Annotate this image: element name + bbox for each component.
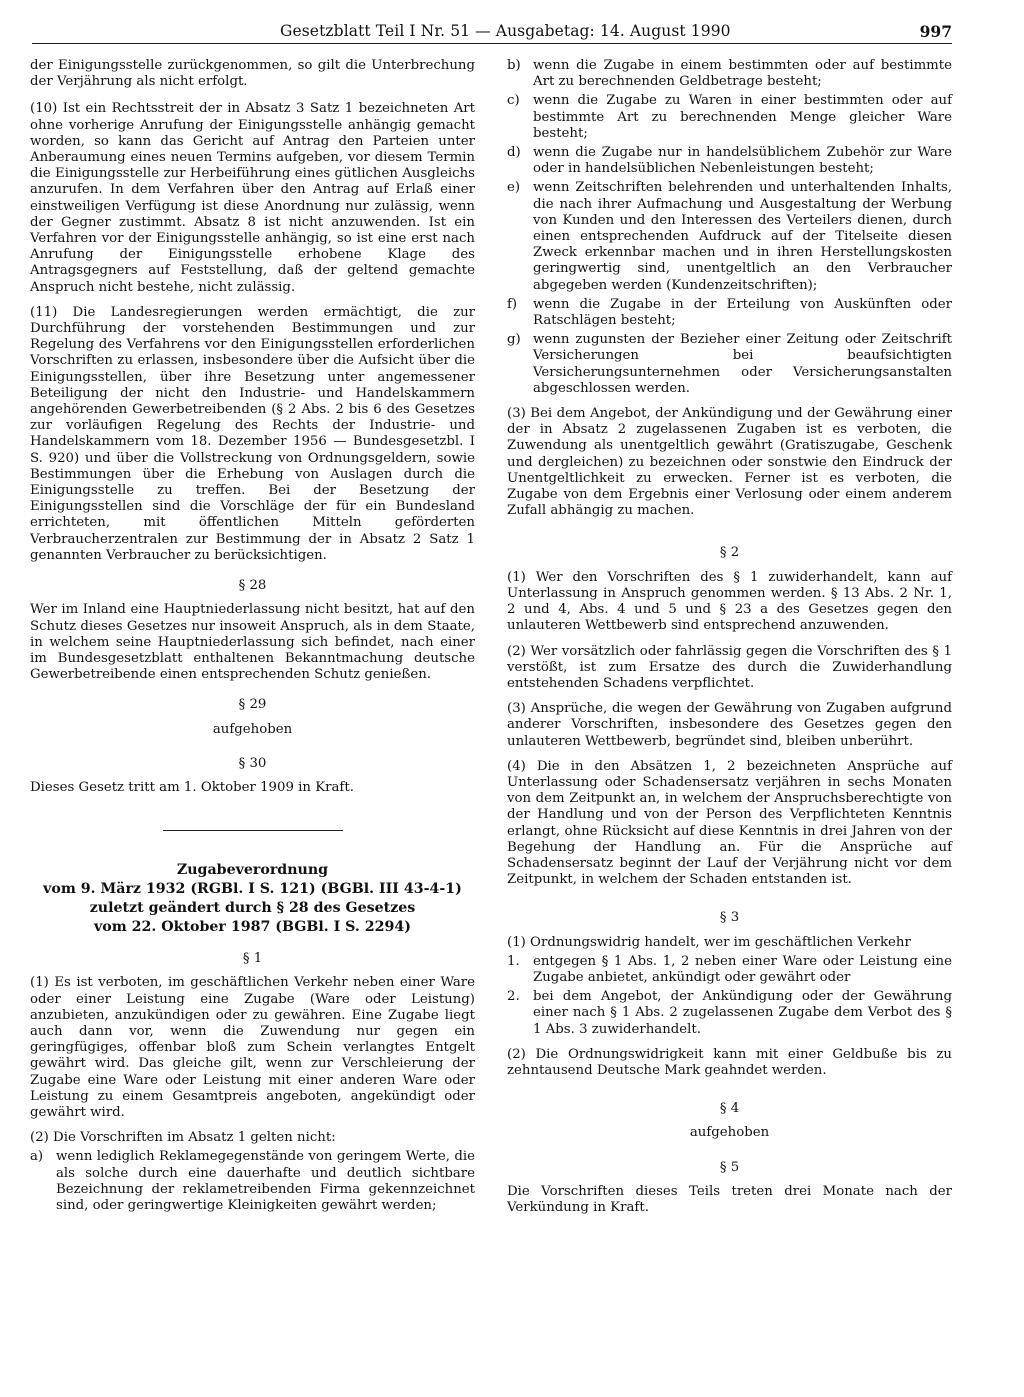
section-1-paragraph-3: (3) Bei dem Angebot, der Ankündigung und der Gewährung einer der in Absatz 2 zugelassenen Zugaben ist es verboten, die Zuwendung als unentgeltlich gewährt (Gratiszugabe, Geschenk und dergleichen) zu bezeichnen oder sonstwie den Eindruck der Unentgeltlichkeit zu erwecken. Ferner ist es verboten, die Zugabe von dem Ergebnis einer Verlosung oder einem anderem Zufall abhängig zu machen.	[507, 406, 952, 519]
list-item-f	[507, 297, 952, 329]
list-text: entgegen § 1 Abs. 1, 2 neben einer Ware oder Leistung eine Zugabe anbietet, ankündigt oder gewährt oder	[533, 953, 952, 985]
section-4-text: aufgehoben	[689, 1125, 770, 1141]
heading-line-4: vom 22. Oktober 1987 (BGBl. I S. 2294)	[93, 919, 411, 936]
section-5-text: Die Vorschriften dieses Teils treten drei Monate nach der Verkündung in Kraft.	[507, 1183, 952, 1215]
list-label: 1.	[507, 953, 520, 969]
regulation-heading	[30, 861, 475, 937]
page-header	[32, 22, 952, 44]
list-label: 2.	[507, 989, 520, 1005]
section-1-paragraph-2: (2) Die Vorschriften im Absatz 1 gelten nicht:	[30, 1130, 336, 1146]
paragraph-11: (11) Die Landesregierungen werden ermächtigt, die zur Durchführung der vorstehenden Bestimmungen und zur Regelung des Verfahrens vor den Einigungsstellen erforderlichen Vorschriften zu erlassen, insbesondere über die Aufsicht über die Einigungsstellen, über ihre Besetzung unter angemessener Beteiligung der nicht den Industrie- und Handelskammern angehörenden Gewerbetreibenden (§ 2 Abs. 2 bis 6 des Gesetzes zur vorläufigen Regelung des Rechts der Industrie- und Handelskammern vom 18. Dezember 1956 — Bundesgesetzbl. I S. 920) und über die Vollstreckung von Ordnungsgeldern, sowie Bestimmungen über die Erhebung von Auslagen durch die Einigungsstelle zu treffen. Bei der Besetzung der Einigungsstellen sind die Vorschläge der für ein Bundesland errichteten, mit öffentlichen Mitteln geförderten Verbraucherzentralen zur Bestimmung der in Absatz 2 Satz 1 genannten Verbraucher zu berücksichtigen.	[30, 304, 475, 563]
section-2-title: § 2	[719, 545, 740, 561]
section-5-title: § 5	[719, 1159, 740, 1175]
heading-line-2: vom 9. März 1932 (RGBl. I S. 121) (BGBl. III 43-4-1)	[43, 881, 462, 898]
section-3-title: § 3	[719, 910, 740, 926]
list-text: wenn zugunsten der Bezieher einer Zeitung oder Zeitschrift Versicherungen bei beaufsichtigten Versicherungsunternehmen oder Versicherungsanstalten abgeschlossen werden.	[533, 332, 952, 396]
section-28-text: Wer im Inland eine Hauptniederlassung nicht besitzt, hat auf den Schutz dieses Gesetzes nur insoweit Anspruch, als in dem Staate, in welchem seine Hauptniederlassung sich befindet, nach einer im Bundesgesetzblatt enthaltenen Bekanntmachung deutsche Gewerbetreibende einen entsprechenden Schutz genießen.	[30, 602, 475, 683]
right-column	[507, 58, 952, 1225]
list-item-d	[507, 145, 952, 177]
paragraph-10: (10) Ist ein Rechtsstreit der in Absatz 3 Satz 1 bezeichneten Art ohne vorherige Anrufung der Einigungsstelle anhängig gemacht worden, so kann das Gericht auf Antrag den Parteien unter Anberaumung eines neuen Termins aufgeben, vor diesem Termin die Einigungsstelle zur Herbeiführung eines gütlichen Ausgleichs anzurufen. In dem Verfahren über den Antrag auf Erlaß einer einstweiligen Verfügung ist diese Anordnung nur zulässig, wenn der Gegner zustimmt. Absatz 8 ist nicht anzuwenden. Ist ein Verfahren vor der Einigungsstelle anhängig, so ist eine erst nach Anrufung der Einigungsstelle erhobene Klage des Antragsgegners auf Feststellung, daß der geltend gemachte Anspruch nicht bestehe, nicht zulässig.	[30, 101, 475, 295]
list-text: wenn die Zugabe nur in handelsüblichem Zubehör zur Ware oder in handelsüblichen Nebenleistungen besteht;	[533, 145, 952, 177]
list-label: f)	[507, 296, 518, 312]
list-item-b	[507, 58, 952, 90]
section-2-paragraph-1: (1) Wer den Vorschriften des § 1 zuwiderhandelt, kann auf Unterlassung in Anspruch genommen werden. § 13 Abs. 2 Nr. 1, 2 und 4, Abs. 4 und 5 und § 23 a des Gesetzes gegen den unlauteren Wettbewerb sind entsprechend anzuwenden.	[507, 569, 952, 634]
section-2-paragraph-4: (4) Die in den Absätzen 1, 2 bezeichneten Ansprüche auf Unterlassung oder Schadensersatz verjähren in sechs Monaten von dem Zeitpunkt an, in welchem der Anspruchsberechtigte von der Handlung und von der Person des Verpflichteten Kenntnis erlangt, ohne Rücksicht auf diese Kenntnis in drei Jahren von der Begehung der Handlung an. Für die Ansprüche auf Schadensersatz beginnt der Lauf der Verjährung nicht vor dem Zeitpunkt, in welchem der Schaden entstanden ist.	[507, 758, 952, 888]
list-text: wenn die Zugabe in der Erteilung von Auskünften oder Ratschlägen besteht;	[533, 296, 952, 329]
section-28-title: § 28	[238, 578, 267, 594]
list-label: d)	[507, 145, 521, 161]
page-number: 997	[919, 22, 952, 41]
exception-list	[507, 58, 952, 397]
list-item-c	[507, 93, 952, 142]
list-item-e	[507, 180, 952, 293]
section-3-paragraph-1: (1) Ordnungswidrig handelt, wer im geschäftlichen Verkehr	[507, 934, 911, 950]
list-label: c)	[507, 93, 520, 109]
header-rule	[32, 43, 952, 44]
section-2-paragraph-2: (2) Wer vorsätzlich oder fahrlässig gegen die Vorschriften des § 1 verstößt, ist zum Ersatze des durch die Zuwiderhandlung entstehenden Schadens verpflichtet.	[507, 643, 952, 691]
header-title: Gesetzblatt Teil I Nr. 51 — Ausgabetag: 14. August 1990	[280, 22, 731, 40]
list-text: wenn lediglich Reklamegegenstände von geringem Werte, die als solche durch eine dauerhafte und deutlich sichtbare Bezeichnung der reklametreibenden Firma gekennzeichnet sind, oder geringwertige Kleinigkeiten gewährt werden;	[56, 1149, 475, 1213]
section-29-text: aufgehoben	[212, 721, 293, 737]
paragraph-continuation: der Einigungsstelle zurückgenommen, so gilt die Unterbrechung der Verjährung als nicht erfolgt.	[30, 58, 475, 90]
left-column	[30, 58, 475, 1217]
section-1-paragraph-1: (1) Es ist verboten, im geschäftlichen Verkehr neben einer Ware oder einer Leistung eine Zugabe (Ware oder Leistung) anzubieten, anzukündigen oder zu gewähren. Eine Zugabe liegt auch dann vor, wenn die Zuwendung nur gegen ein geringfügiges, offenbar bloß zum Schein verlangtes Entgelt gewährt wird. Das gleiche gilt, wenn zur Verschleierung der Zugabe eine Ware oder Leistung mit einer anderen Ware oder Leistung zu einem Gesamtpreis angeboten, angekündigt oder gewährt wird.	[30, 975, 475, 1120]
list-text: bei dem Angebot, der Ankündigung oder der Gewährung einer nach § 1 Abs. 2 zugelassenen Zugabe dem Verbot des § 1 Abs. 3 zuwiderhandelt.	[533, 989, 952, 1037]
section-30-title: § 30	[238, 755, 267, 771]
section-29-title: § 29	[238, 697, 267, 713]
heading-line-3: zuletzt geändert durch § 28 des Gesetzes	[89, 900, 416, 917]
offense-list	[507, 954, 952, 1038]
list-text: wenn die Zugabe zu Waren in einer bestimmten oder auf bestimmte Art zu berechnenden Menge gleicher Ware besteht;	[533, 93, 952, 141]
list-label: g)	[507, 332, 521, 348]
section-2-paragraph-3: (3) Ansprüche, die wegen der Gewährung von Zugaben aufgrund anderer Vorschriften, insbesondere des Gesetzes gegen den unlauteren Wettbewerb, begründet sind, bleiben unberührt.	[507, 701, 952, 749]
list-item-g	[507, 332, 952, 397]
section-1-title: § 1	[242, 951, 263, 967]
list-text: wenn die Zugabe in einem bestimmten oder auf bestimmte Art zu berechnenden Geldbetrage besteht;	[533, 58, 952, 90]
list-label: a)	[30, 1149, 44, 1165]
heading-line-1: Zugabeverordnung	[176, 862, 329, 879]
list-item-a	[30, 1149, 475, 1214]
list-item-1	[507, 954, 952, 986]
list-text: wenn Zeitschriften belehrenden und unterhaltenden Inhalts, die nach ihrer Aufmachung und Ausgestaltung der Werbung von Kunden und den Interessen des Verteilers dienen, durch einen entsprechenden Aufdruck auf der Titelseite diesen Zweck erkennbar machen und in ihren Herstellungskosten geringwertig sind, unentgeltlich an den Verbraucher abgegeben werden (Kundenzeitschriften);	[533, 180, 952, 293]
section-divider	[163, 830, 343, 831]
list-label: b)	[507, 58, 521, 73]
list-label: e)	[507, 180, 521, 196]
section-30-text: Dieses Gesetz tritt am 1. Oktober 1909 in Kraft.	[30, 779, 354, 795]
list-item-2	[507, 989, 952, 1038]
section-3-paragraph-2: (2) Die Ordnungswidrigkeit kann mit einer Geldbuße bis zu zehntausend Deutsche Mark geahndet werden.	[507, 1046, 952, 1078]
section-4-title: § 4	[719, 1101, 740, 1117]
